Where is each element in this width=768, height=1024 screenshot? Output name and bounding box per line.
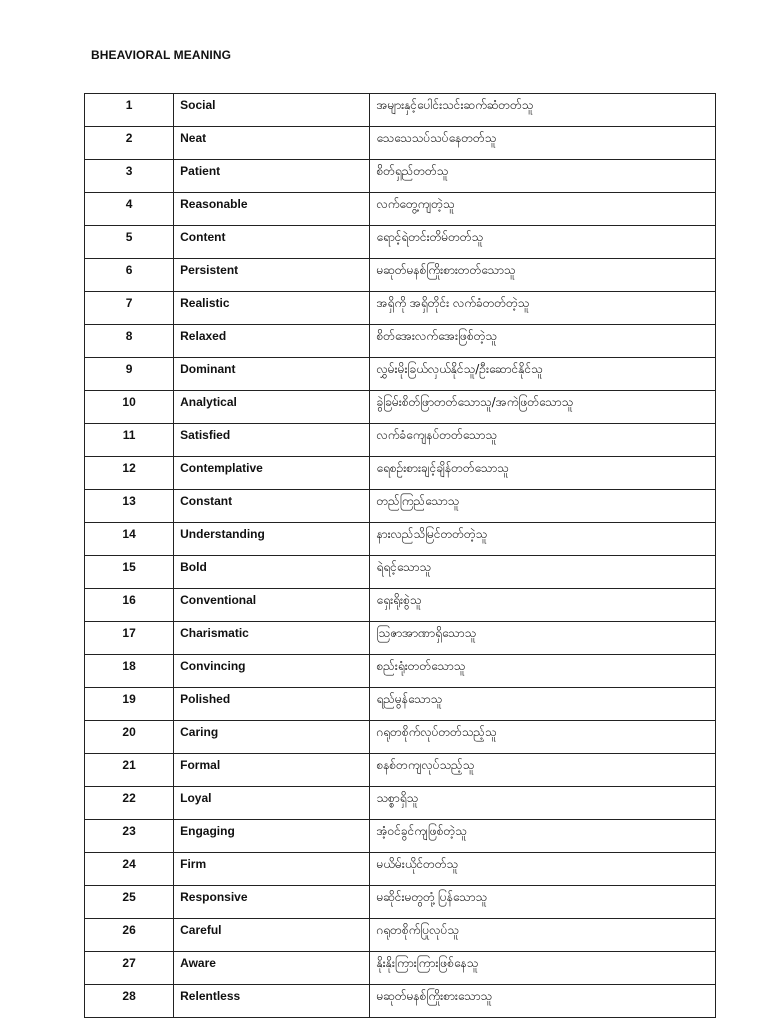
english-word: Formal bbox=[174, 754, 370, 787]
english-word: Contemplative bbox=[174, 457, 370, 490]
burmese-meaning: မဆုတ်မနစ်ကြိုးစားတတ်သောသူ bbox=[370, 259, 716, 292]
burmese-meaning: အများနှင့်ပေါင်းသင်းဆက်ဆံတတ်သူ bbox=[370, 94, 716, 127]
table-row bbox=[85, 523, 716, 556]
english-word: Relaxed bbox=[174, 325, 370, 358]
row-number: 12 bbox=[85, 457, 174, 490]
burmese-meaning: တည်ကြည်သောသူ bbox=[370, 490, 716, 523]
table-row bbox=[85, 424, 716, 457]
table-row bbox=[85, 721, 716, 754]
english-word: Loyal bbox=[174, 787, 370, 820]
table-row bbox=[85, 94, 716, 127]
table-row bbox=[85, 952, 716, 985]
burmese-meaning: စိတ်ရှည်တတ်သူ bbox=[370, 160, 716, 193]
burmese-meaning: ခွဲခြမ်းစိတ်ဖြာတတ်သောသူ/အကဲဖြတ်သောသူ bbox=[370, 391, 716, 424]
english-word: Dominant bbox=[174, 358, 370, 391]
row-number: 10 bbox=[85, 391, 174, 424]
table-row bbox=[85, 226, 716, 259]
row-number: 16 bbox=[85, 589, 174, 622]
row-number: 20 bbox=[85, 721, 174, 754]
english-word: Charismatic bbox=[174, 622, 370, 655]
row-number: 18 bbox=[85, 655, 174, 688]
row-number: 13 bbox=[85, 490, 174, 523]
burmese-meaning: ဂရုတစိုက်ပြုလုပ်သူ bbox=[370, 919, 716, 952]
english-word: Persistent bbox=[174, 259, 370, 292]
burmese-meaning: ရောင့်ရဲတင်းတိမ်တတ်သူ bbox=[370, 226, 716, 259]
row-number: 14 bbox=[85, 523, 174, 556]
page-title: BHEAVIORAL MEANING bbox=[91, 48, 232, 62]
english-word: Constant bbox=[174, 490, 370, 523]
burmese-meaning: သြဇာအာဏာရှိသောသူ bbox=[370, 622, 716, 655]
row-number: 11 bbox=[85, 424, 174, 457]
burmese-meaning: ရည်မွန်သောသူ bbox=[370, 688, 716, 721]
english-word: Bold bbox=[174, 556, 370, 589]
english-word: Analytical bbox=[174, 391, 370, 424]
burmese-meaning: စိတ်အေးလက်အေးဖြစ်တဲ့သူ bbox=[370, 325, 716, 358]
english-word: Responsive bbox=[174, 886, 370, 919]
english-word: Patient bbox=[174, 160, 370, 193]
table-row bbox=[85, 193, 716, 226]
table-row bbox=[85, 160, 716, 193]
english-word: Satisfied bbox=[174, 424, 370, 457]
row-number: 26 bbox=[85, 919, 174, 952]
table-row bbox=[85, 127, 716, 160]
burmese-meaning: ရှေးရိုးစွဲသူ bbox=[370, 589, 716, 622]
table-body bbox=[85, 94, 716, 1018]
row-number: 1 bbox=[85, 94, 174, 127]
table-row bbox=[85, 886, 716, 919]
row-number: 21 bbox=[85, 754, 174, 787]
row-number: 9 bbox=[85, 358, 174, 391]
row-number: 5 bbox=[85, 226, 174, 259]
table-row bbox=[85, 457, 716, 490]
table-row bbox=[85, 259, 716, 292]
row-number: 19 bbox=[85, 688, 174, 721]
row-number: 4 bbox=[85, 193, 174, 226]
row-number: 2 bbox=[85, 127, 174, 160]
burmese-meaning: လွှမ်းမိုးခြယ်လှယ်နိုင်သူ/ဦးဆောင်နိုင်သူ bbox=[370, 358, 716, 391]
row-number: 17 bbox=[85, 622, 174, 655]
burmese-meaning: အရှိကို အရှိတိုင်း လက်ခံတတ်တဲ့သူ bbox=[370, 292, 716, 325]
english-word: Understanding bbox=[174, 523, 370, 556]
table-row bbox=[85, 919, 716, 952]
row-number: 3 bbox=[85, 160, 174, 193]
row-number: 28 bbox=[85, 985, 174, 1018]
row-number: 8 bbox=[85, 325, 174, 358]
english-word: Realistic bbox=[174, 292, 370, 325]
burmese-meaning: မဆိုင်းမတွတုံ့ပြန်သောသူ bbox=[370, 886, 716, 919]
table-row bbox=[85, 391, 716, 424]
burmese-meaning: လက်တွေ့ကျတဲ့သူ bbox=[370, 193, 716, 226]
english-word: Conventional bbox=[174, 589, 370, 622]
english-word: Polished bbox=[174, 688, 370, 721]
english-word: Content bbox=[174, 226, 370, 259]
english-word: Aware bbox=[174, 952, 370, 985]
table-row bbox=[85, 325, 716, 358]
table-row bbox=[85, 820, 716, 853]
burmese-meaning: မယိမ်းယိုင်တတ်သူ bbox=[370, 853, 716, 886]
table-row bbox=[85, 787, 716, 820]
burmese-meaning: လက်ခံကျေနပ်တတ်သောသူ bbox=[370, 424, 716, 457]
row-number: 27 bbox=[85, 952, 174, 985]
table-row bbox=[85, 985, 716, 1018]
row-number: 6 bbox=[85, 259, 174, 292]
row-number: 24 bbox=[85, 853, 174, 886]
table-row bbox=[85, 292, 716, 325]
english-word: Firm bbox=[174, 853, 370, 886]
table-row bbox=[85, 655, 716, 688]
table-row bbox=[85, 589, 716, 622]
english-word: Relentless bbox=[174, 985, 370, 1018]
table-row bbox=[85, 556, 716, 589]
table-row bbox=[85, 490, 716, 523]
table-row bbox=[85, 754, 716, 787]
burmese-meaning: ရဲရင့်သောသူ bbox=[370, 556, 716, 589]
english-word: Engaging bbox=[174, 820, 370, 853]
burmese-meaning: သေသေသပ်သပ်နေတတ်သူ bbox=[370, 127, 716, 160]
burmese-meaning: စည်းရုံးတတ်သောသူ bbox=[370, 655, 716, 688]
burmese-meaning: နိုးနိုးကြားကြားဖြစ်နေသူ bbox=[370, 952, 716, 985]
english-word: Social bbox=[174, 94, 370, 127]
english-word: Careful bbox=[174, 919, 370, 952]
english-word: Convincing bbox=[174, 655, 370, 688]
burmese-meaning: ရေစဉ်းစားချင့်ချိန်တတ်သောသူ bbox=[370, 457, 716, 490]
burmese-meaning: သစ္စာရှိသူ bbox=[370, 787, 716, 820]
row-number: 7 bbox=[85, 292, 174, 325]
table-row bbox=[85, 358, 716, 391]
burmese-meaning: ဂရုတစိုက်လုပ်တတ်သည့်သူ bbox=[370, 721, 716, 754]
row-number: 22 bbox=[85, 787, 174, 820]
english-word: Reasonable bbox=[174, 193, 370, 226]
english-word: Caring bbox=[174, 721, 370, 754]
row-number: 25 bbox=[85, 886, 174, 919]
burmese-meaning: မဆုတ်မနစ်ကြိုးစားသောသူ bbox=[370, 985, 716, 1018]
burmese-meaning: စနစ်တကျလုပ်သည့်သူ bbox=[370, 754, 716, 787]
table-row bbox=[85, 688, 716, 721]
english-word: Neat bbox=[174, 127, 370, 160]
table-row bbox=[85, 853, 716, 886]
vocabulary-table bbox=[84, 93, 716, 1018]
burmese-meaning: နားလည်သိမြင်တတ်တဲ့သူ bbox=[370, 523, 716, 556]
row-number: 23 bbox=[85, 820, 174, 853]
table-row bbox=[85, 622, 716, 655]
row-number: 15 bbox=[85, 556, 174, 589]
burmese-meaning: အံ့ဝင်ခွင်ကျဖြစ်တဲ့သူ bbox=[370, 820, 716, 853]
